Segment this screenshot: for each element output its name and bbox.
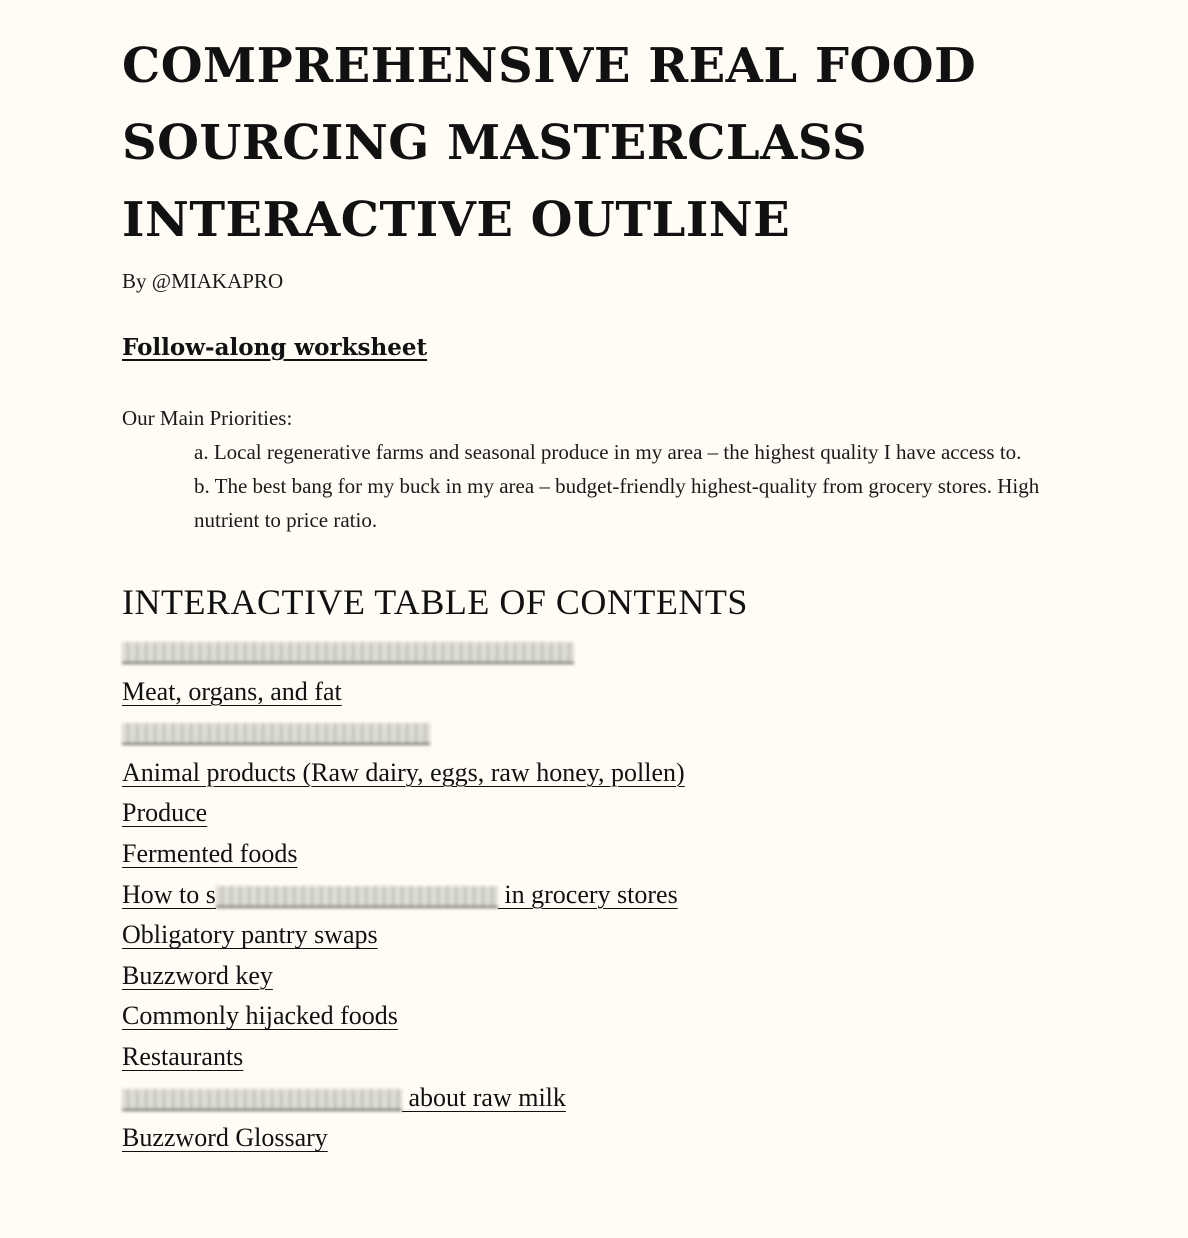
redacted-text	[122, 723, 430, 745]
toc-link-suffix: about raw milk	[402, 1082, 566, 1112]
toc-item	[122, 834, 1082, 875]
document-page	[122, 28, 1082, 1159]
toc-link-suffix: in grocery stores	[497, 879, 678, 909]
toc-link-produce[interactable]: Produce	[122, 798, 208, 828]
priorities-list	[194, 435, 1064, 537]
toc-item	[122, 1037, 1082, 1078]
toc-link-buzzword-key[interactable]: Buzzword key	[122, 960, 273, 990]
toc-link-meat-organs-fat[interactable]: Meat, organs, and fat	[122, 676, 342, 706]
toc-item	[122, 956, 1082, 997]
toc-link-hijacked-foods[interactable]: Commonly hijacked foods	[122, 1001, 398, 1031]
priorities-label: Our Main Priorities:	[122, 406, 293, 430]
toc-item	[122, 631, 1082, 672]
toc-item	[122, 672, 1082, 713]
priorities-section	[122, 401, 1082, 537]
toc-link-fermented-foods[interactable]: Fermented foods	[122, 838, 298, 868]
toc-link-raw-milk[interactable]	[122, 1083, 566, 1112]
toc-list	[122, 631, 1082, 1159]
toc-item	[122, 753, 1082, 794]
toc-link-restaurants[interactable]: Restaurants	[122, 1041, 244, 1071]
toc-link-animal-products[interactable]: Animal products (Raw dairy, eggs, raw honey, pollen)	[122, 757, 685, 787]
toc-item	[122, 875, 1082, 916]
toc-link-redacted-2[interactable]	[122, 717, 430, 746]
toc-link-grocery-stores[interactable]	[122, 880, 678, 909]
toc-link-pantry-swaps[interactable]: Obligatory pantry swaps	[122, 920, 378, 950]
toc-link-buzzword-glossary[interactable]: Buzzword Glossary	[122, 1123, 328, 1153]
page-title: COMPREHENSIVE REAL FOOD SOURCING MASTERCLASS INTERACTIVE OUTLINE	[122, 38, 977, 248]
author-byline: By @MIAKAPRO	[122, 269, 284, 293]
toc-item	[122, 996, 1082, 1037]
priority-item-a: a. Local regenerative farms and seasonal produce in my area – the highest quality I have access to.	[194, 440, 1022, 464]
toc-item	[122, 1118, 1082, 1159]
toc-item	[122, 793, 1082, 834]
worksheet-link[interactable]: Follow-along worksheet	[122, 334, 428, 361]
toc-link-prefix: How to s	[122, 879, 216, 909]
priority-item-b: b. The best bang for my buck in my area – budget-friendly highest-quality from grocery stores. High nutrient to price ratio.	[194, 474, 1040, 532]
toc-link-redacted-1[interactable]	[122, 636, 574, 665]
toc-heading: INTERACTIVE TABLE OF CONTENTS	[122, 582, 748, 622]
redacted-text	[122, 1089, 402, 1111]
toc-item	[122, 712, 1082, 753]
toc-item	[122, 1078, 1082, 1119]
redacted-text	[122, 642, 574, 664]
redacted-text	[216, 886, 498, 908]
toc-item	[122, 915, 1082, 956]
